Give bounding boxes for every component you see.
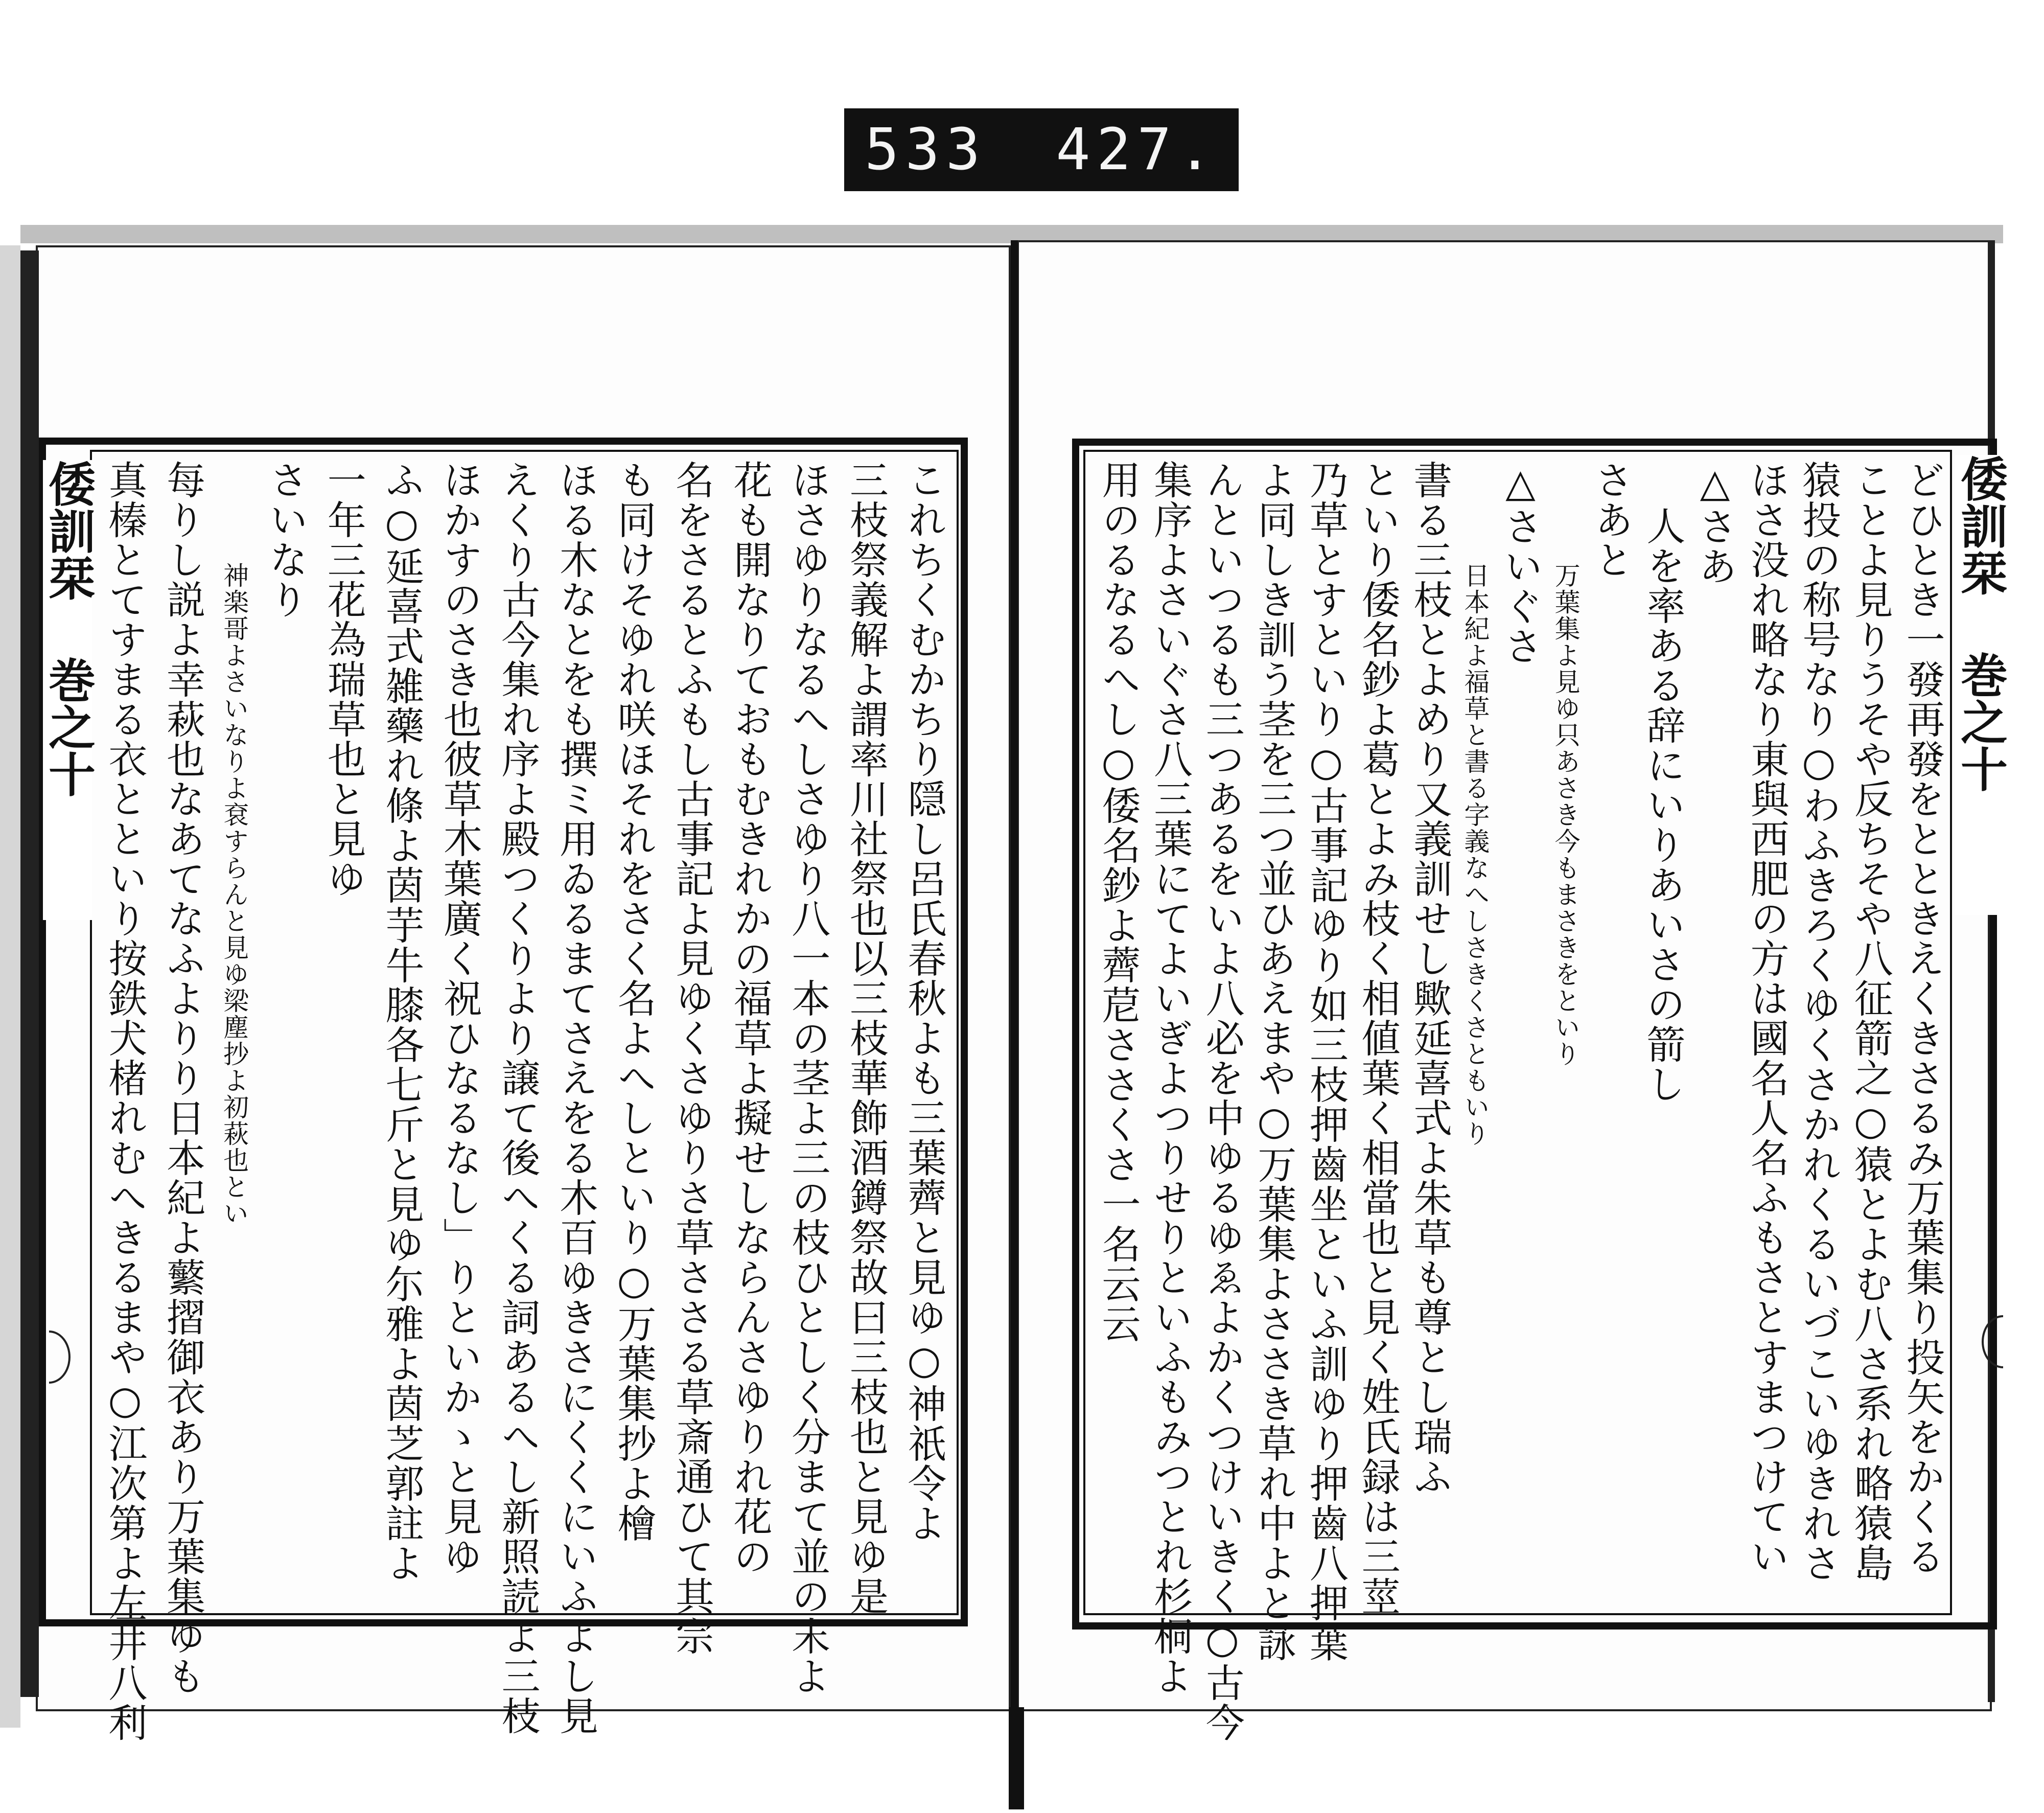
text-column: さいなり [263,460,309,619]
right-edge-ring-icon [1978,1314,2008,1370]
text-column: 真榛とてすまる衣とといり按鉄犬楮れむへきるまや○江次第よ左井八利 [102,460,148,1742]
text-column-note: 日本紀よ福草と書る字義なへしさきくさともいり [1460,562,1490,1147]
left-page-text-columns [102,460,947,1742]
left-page-fore-edge [20,250,39,1697]
text-column: 書る三枝とよめり又義訓せし歟延喜式よ朱草も尊とし瑞ふ [1407,460,1453,1497]
entry-heading-column: △さあ [1692,460,1738,586]
film-right-number: 427. [1056,117,1218,183]
text-column: 每りし説よ幸萩也なあてなふよりり日本紀よ蘩摺御衣あり万葉集ゆも [160,460,206,1696]
film-frame-label [844,108,1239,191]
text-column: 一年三花為瑞草也と見ゆ [321,460,367,899]
text-column: 乃草とすといり○古事記ゆり如三枝押齒坐といふ訓ゆり押齒八押葉 [1303,460,1349,1663]
text-column: 集序よさいぐさ八三葉にてよいぎよつりせりといふもみつとれ杉桐よ [1147,460,1193,1696]
text-column: 三枝祭義解よ謂率川社祭也以三枝華飾酒鐏祭故曰三枝也と見ゆ是 [843,460,889,1616]
text-column: ほさ没れ略なり東與西肥の方は國名人名ふもさとすまつけてい [1744,460,1790,1576]
text-column: 名をさるとふもし古事記よ見ゆくさゆりさ草ささる草斎通ひて其宗 [669,460,715,1656]
film-left-number: 533 [865,117,987,183]
left-page-running-title: 倭訓栞 巻之十 [43,460,92,920]
text-column: んといつるも三つあるをいよ八必を中ゆるゆゑよかくつけいきく○古今 [1199,460,1245,1742]
left-paper-edge [0,245,20,1728]
text-column: 花も開なりておもむきれかの福草よ擬せしならんさゆりれ花の [727,460,773,1576]
text-column: えくり古今集れ序よ殿つくりより譲て後へくる詞あるへし新照読よ三枝 [495,460,541,1736]
spine-binding-tab [1009,1707,1024,1809]
entry-heading-column: さあと [1588,460,1634,580]
text-column: よ同しき訓う茎を三つ並ひあえまや○万葉集よささき草れ中よと詠 [1251,460,1297,1663]
text-column: どひとき一發再發をとときえくきさるみ万葉集り投矢をかくる [1900,460,1945,1576]
left-edge-ring-icon [44,1329,75,1385]
right-page-running-title: 倭訓栞 巻之十 [1955,455,2004,915]
text-column: 人を率ある辞にいりあいさの箭し [1640,506,1686,1104]
text-column: 猿投の称号なり○わふきろくゆくさかれくるいづこいゆきれさ [1796,460,1842,1583]
text-column: ほさゆりなるへしさゆり八一本の茎よ三の枝ひとしく分まて並の末よ [785,460,831,1696]
text-column: ほかすのさき也彼草木葉廣く祝ひなるなし」りといかゝと見ゆ [437,460,483,1576]
text-column: これちくむかちり隠し呂氏春秋よも三葉薺と見ゆ○神祇令よ [901,460,947,1543]
text-column: ふ○延喜式雑藥れ條よ茵芋牛膝各七斤と見ゆ尓雅よ茵芝郭註よ [379,460,425,1583]
text-column-note: 万葉集よ見ゆ只あさき今もまさきをといり [1550,562,1581,1067]
text-column: ことよ見りうそや反ちそや八征箭之○猿とよむ八さ系れ略猿島 [1848,460,1894,1583]
text-column: 用のるなるへし○倭名鈔よ薺苨ささくさ一名云云 [1096,460,1141,1344]
text-column-note: 神楽哥よさいなりよ袞すらんと見ゆ梁塵抄よ初萩也とい [219,562,249,1227]
entry-heading-column: △さいぐさ [1498,460,1543,666]
text-column: ほる木なとをも撰ミ用ゐるまてさえをる木百ゆきさにくくにいふよし見 [553,460,599,1736]
text-column: といり倭名鈔よ葛とよみ枝く相値葉く相當也と見く姓氏録は三莖 [1355,460,1401,1616]
right-page-text-columns [1096,460,1945,1742]
book-spine [1011,240,1018,1804]
text-column: も同けそゆれ咲ほそれをさく名よへしといり○万葉集抄よ檜 [611,460,657,1543]
